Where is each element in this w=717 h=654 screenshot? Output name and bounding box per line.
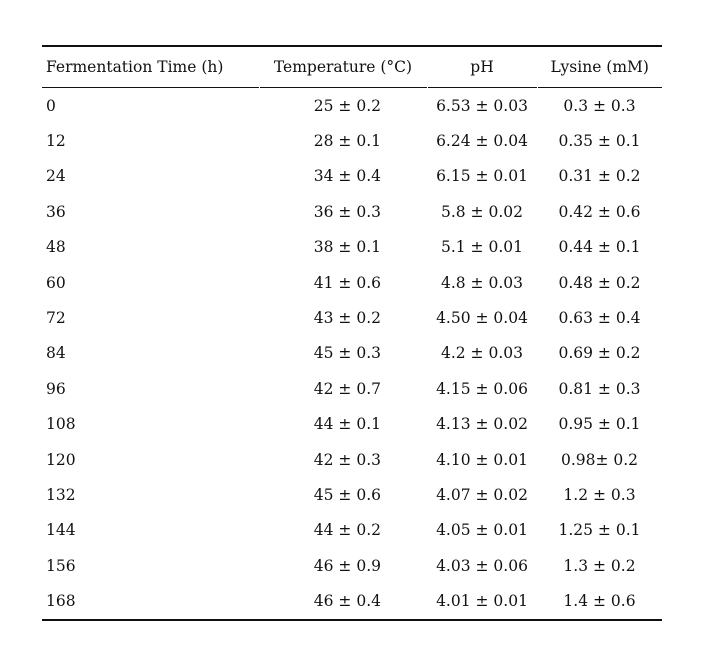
data-table-container [42, 45, 662, 621]
header-row [42, 46, 662, 88]
cell-temperature: 38 ± 0.1 [313, 238, 381, 257]
cell-fermentation-time: 84 [46, 344, 66, 363]
table-row [42, 123, 662, 158]
table-header [42, 46, 662, 88]
table-row [42, 336, 662, 371]
header-ph: pH [427, 46, 537, 88]
cell-ph: 5.1 ± 0.01 [440, 238, 523, 257]
cell-ph: 4.2 ± 0.03 [440, 344, 523, 363]
cell-lysine: 0.31 ± 0.2 [558, 167, 641, 186]
cell-ph: 4.10 ± 0.01 [436, 450, 528, 469]
cell-fermentation-time: 120 [46, 450, 76, 469]
cell-fermentation-time: 156 [46, 556, 76, 575]
cell-temperature: 42 ± 0.7 [313, 379, 381, 398]
table-row [42, 159, 662, 194]
table-row [42, 88, 662, 124]
cell-ph: 4.03 ± 0.06 [436, 556, 528, 575]
table-row [42, 442, 662, 477]
cell-ph: 4.50 ± 0.04 [436, 309, 528, 328]
cell-temperature: 44 ± 0.1 [313, 415, 381, 434]
cell-lysine: 0.98± 0.2 [560, 450, 639, 469]
table-row [42, 477, 662, 512]
cell-ph: 6.15 ± 0.01 [436, 167, 528, 186]
header-temperature: Temperature (°C) [259, 46, 427, 88]
cell-temperature: 43 ± 0.2 [313, 309, 381, 328]
table-row [42, 371, 662, 406]
cell-fermentation-time: 60 [46, 273, 66, 292]
cell-lysine: 0.69 ± 0.2 [558, 344, 641, 363]
cell-fermentation-time: 72 [46, 309, 66, 328]
table-row [42, 583, 662, 619]
cell-ph: 6.53 ± 0.03 [436, 96, 528, 115]
cell-fermentation-time: 24 [46, 167, 66, 186]
cell-ph: 4.07 ± 0.02 [436, 485, 528, 504]
table-row [42, 300, 662, 335]
cell-temperature: 36 ± 0.3 [313, 202, 381, 221]
cell-fermentation-time: 12 [46, 132, 66, 151]
cell-lysine: 1.3 ± 0.2 [563, 556, 636, 575]
cell-temperature: 28 ± 0.1 [313, 132, 381, 151]
table-body [42, 88, 662, 620]
cell-lysine: 1.4 ± 0.6 [563, 592, 636, 611]
header-fermentation-time: Fermentation Time (h) [46, 58, 224, 76]
cell-temperature: 46 ± 0.4 [313, 592, 381, 611]
cell-temperature: 45 ± 0.3 [313, 344, 381, 363]
cell-lysine: 0.63 ± 0.4 [558, 309, 641, 328]
cell-ph: 4.15 ± 0.06 [436, 379, 528, 398]
cell-temperature: 34 ± 0.4 [313, 167, 381, 186]
cell-temperature: 25 ± 0.2 [313, 96, 381, 115]
cell-lysine: 1.25 ± 0.1 [558, 521, 641, 540]
table-row [42, 194, 662, 229]
cell-fermentation-time: 144 [46, 521, 76, 540]
cell-fermentation-time: 168 [46, 592, 76, 611]
cell-temperature: 46 ± 0.9 [313, 556, 381, 575]
cell-ph: 6.24 ± 0.04 [436, 132, 528, 151]
cell-fermentation-time: 48 [46, 238, 66, 257]
cell-fermentation-time: 96 [46, 379, 66, 398]
cell-lysine: 0.3 ± 0.3 [563, 96, 636, 115]
header-lysine: Lysine (mM) [537, 46, 662, 88]
cell-lysine: 0.48 ± 0.2 [558, 273, 641, 292]
table-row [42, 407, 662, 442]
cell-ph: 5.8 ± 0.02 [440, 202, 523, 221]
cell-temperature: 45 ± 0.6 [313, 485, 381, 504]
cell-ph: 4.8 ± 0.03 [440, 273, 523, 292]
cell-ph: 4.05 ± 0.01 [436, 521, 528, 540]
table-row [42, 265, 662, 300]
cell-lysine: 1.2 ± 0.3 [563, 485, 636, 504]
cell-fermentation-time: 0 [46, 96, 56, 115]
cell-lysine: 0.95 ± 0.1 [558, 415, 641, 434]
cell-ph: 4.01 ± 0.01 [436, 592, 528, 611]
fermentation-data-table [42, 45, 662, 621]
table-row [42, 230, 662, 265]
table-row [42, 548, 662, 583]
cell-lysine: 0.42 ± 0.6 [558, 202, 641, 221]
cell-temperature: 42 ± 0.3 [313, 450, 381, 469]
cell-fermentation-time: 36 [46, 202, 66, 221]
cell-fermentation-time: 132 [46, 485, 76, 504]
cell-temperature: 44 ± 0.2 [313, 521, 381, 540]
cell-fermentation-time: 108 [46, 415, 76, 434]
cell-lysine: 0.81 ± 0.3 [558, 379, 641, 398]
cell-lysine: 0.35 ± 0.1 [558, 132, 641, 151]
cell-ph: 4.13 ± 0.02 [436, 415, 528, 434]
cell-lysine: 0.44 ± 0.1 [558, 238, 641, 257]
table-row [42, 513, 662, 548]
cell-temperature: 41 ± 0.6 [313, 273, 381, 292]
